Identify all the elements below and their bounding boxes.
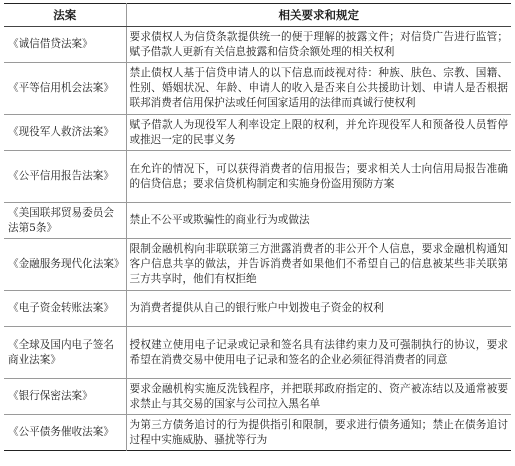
table-row (4, 239, 511, 291)
law-name: 《公平信用报告法案》 (4, 151, 126, 203)
law-requirement: 授权建立使用电子记录或记录和签名具有法律约束力及可强制执行的协议，要求希望在消费交易中使用电子记录和签名的企业必须征得消费者的同意 (126, 327, 511, 379)
regulation-table (4, 3, 511, 451)
law-requirement: 禁止不公平或欺骗性的商业行为或做法 (126, 203, 511, 239)
law-name: 《平等信用机会法案》 (4, 63, 126, 115)
law-requirement: 要求债权人为信贷条款提供统一的便于理解的披露文件；对信贷广告进行监管；赋予借款人更新有关信息披露和信贷余额处理的相关权利 (126, 27, 511, 63)
law-name: 《电子资金转账法案》 (4, 291, 126, 327)
law-name: 《公平债务催收法案》 (8, 426, 114, 438)
law-requirement: 在允许的情况下，可以获得消费者的信用报告；要求相关人士向信用局报告准确的信贷信息；要求信贷机构制定和实施身份盗用预防方案 (126, 151, 511, 203)
header-requirements: 相关要求和规定 (126, 4, 511, 27)
law-requirement: 禁止债权人基于信贷申请人的以下信息而歧视对待：种族、肤色、宗教、国籍、性别、婚姻状况、年龄、申请人的收入是否来自公共援助计划、申请人是否根据联邦消费者信用保护法或任何国家适用的法律而真诚行使权利 (126, 63, 511, 115)
law-requirement: 限制金融机构向非联联第三方泄露消费者的非公开个人信息，要求金融机构通知客户信息共享的做法，并告诉消费者如果他们不希望自己的信息被某些非关联第三方共享时，他们有权拒绝 (126, 239, 511, 291)
table-row (4, 379, 511, 415)
law-name: 《金融服务现代化法案》 (4, 239, 126, 291)
law-requirement: 为消费者提供从自己的银行账户中划拨电子资金的权利 (126, 291, 511, 327)
law-name: 《银行保密法案》 (4, 379, 126, 415)
header-law: 法案 (4, 4, 126, 27)
law-name: 《诚信借贷法案》 (4, 27, 126, 63)
law-name: 《现役军人救济法案》 (4, 115, 126, 151)
table-row (4, 115, 511, 151)
law-name: 《美国联邦贸易委员会法第5条》 (4, 203, 126, 239)
table-row (4, 27, 511, 63)
table-row (4, 151, 511, 203)
law-requirement: 要求金融机构实施反洗钱程序，并把联邦政府指定的、资产被冻结以及通常被要求禁止与其交易的国家与公司拉入黑名单 (126, 379, 511, 415)
table-row (4, 63, 511, 115)
table-row (4, 203, 511, 239)
table-row (4, 415, 511, 451)
law-requirement: 赋予借款人为现役军人利率设定上限的权利，并允许现役军人和预备役人员暂停或推迟一定的民事义务 (126, 115, 511, 151)
table-row (4, 291, 511, 327)
table-row (4, 327, 511, 379)
law-name: 《全球及国内电子签名商业法案》 (4, 327, 126, 379)
law-requirement: 为第三方债务追讨的行为提供指引和限制，要求进行债务通知；禁止在债务追讨过程中实施威胁、骚扰等行为 (126, 415, 511, 451)
table-header-row (4, 4, 511, 27)
